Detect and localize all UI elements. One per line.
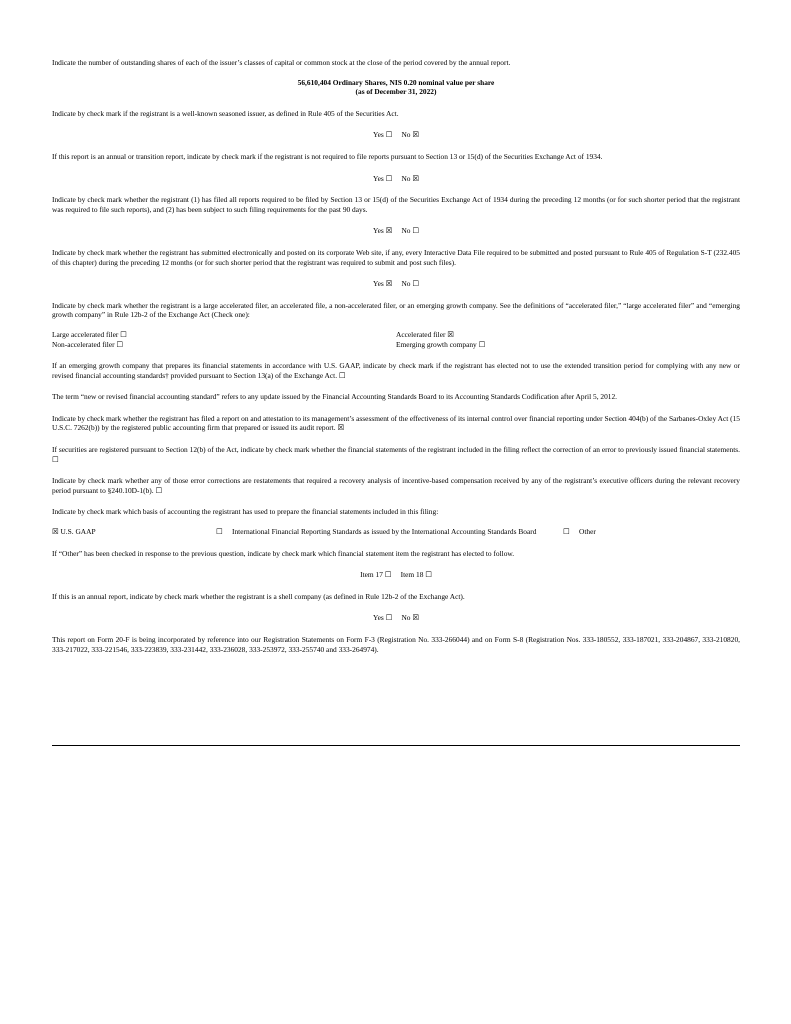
emerging-growth-option[interactable]: Emerging growth company ☐: [396, 339, 486, 349]
ifrs-option[interactable]: [216, 527, 563, 537]
internal-control-question: Indicate by check mark whether the registrant has filed a report on and attestation to its management’s assessment of the effectiveness of its internal control over financial reporting under Section 404(b) of the Sarbanes-Oxley Act (15 U.S.C. 7262(b)) by the registered public accounting firm that prepared or issued its audit report. ☒: [52, 413, 740, 433]
large-accelerated-filer-option[interactable]: Large accelerated filer ☐: [52, 329, 127, 339]
well-known-issuer-question: Indicate by check mark if the registrant is a well-known seasoned issuer, as defined in Rule 405 of the Securities Act.: [52, 108, 399, 118]
shares-line: 56,610,404 Ordinary Shares, NIS 0.20 nominal value per share: [297, 77, 495, 87]
well-known-issuer-answer[interactable]: Yes ☐ No ☒: [373, 130, 419, 140]
filed-reports-answer[interactable]: Yes ☒ No ☐: [373, 226, 419, 236]
filer-type-question: Indicate by check mark whether the registrant is a large accelerated filer, an accelerated file, a non-accelerated filer, or an emerging growth company. See the definitions of “accelerated filer,” “large accelerated filer” and “emerging growth company” in Rule 12b-2 of the Exchange Act (Check one):: [52, 300, 740, 320]
other-item-question: If “Other” has been checked in response to the previous question, indicate by check mark which financial statement item the registrant has elected to follow.: [52, 548, 515, 558]
horizontal-divider: [52, 745, 740, 746]
filer-type-row-2: [52, 340, 740, 350]
ifrs-label: International Financial Reporting Standards as issued by the International Accounting Standards Board: [232, 527, 537, 537]
us-gaap-option[interactable]: ☒ U.S. GAAP: [52, 527, 96, 537]
other-checkbox[interactable]: ☐: [563, 527, 570, 537]
filed-reports-question: Indicate by check mark whether the registrant (1) has filed all reports required to be filed by Section 13 or 15(d) of the Securities Exchange Act of 1934 during the preceding 12 months (or for such shorter period that the registrant was required to file such reports), and (2) has been subject to such filing requirements for the past 90 days.: [52, 195, 740, 214]
incorporation-statement: This report on Form 20-F is being incorporated by reference into our Registration Statements on Form F-3 (Registration No. 333-266044) and on Form S-8 (Registration Nos. 333-180552, 333-187021, 333-204867, 333-210820, 333-217022, 333-221546, 333-223839, 333-231442, 333-236028, 333-253972, 333-255740 and 333-264974).: [52, 635, 740, 654]
emerging-growth-question: If an emerging growth company that prepares its financial statements in accordance with U.S. GAAP, indicate by check mark if the registrant has elected not to use the extended transition period for complying with any new or revised financial accounting standards† provided pursuant to Section 13(a) of the Exchange Act. ☐: [52, 361, 740, 380]
accounting-standard-definition: The term “new or revised financial accounting standard” refers to any update issued by the Financial Accounting Standards Board to its Accounting Standards Codification after April 5, 2012.: [52, 392, 618, 402]
other-item-answer[interactable]: Item 17 ☐ Item 18 ☐: [360, 570, 432, 580]
accounting-basis-question: Indicate by check mark which basis of accounting the registrant has used to prepare the financial statements included in this filing:: [52, 507, 439, 517]
other-label: Other: [579, 527, 596, 537]
accelerated-filer-option[interactable]: Accelerated filer ☒: [396, 329, 454, 339]
outstanding-shares-question: Indicate the number of outstanding shares of each of the issuer’s classes of capital or common stock at the close of the period covered by the annual report.: [52, 58, 511, 67]
error-correction-question: If securities are registered pursuant to Section 12(b) of the Act, indicate by check mark whether the financial statements of the registrant included in the filing reflect the correction of an error to previously issued financial statements. ☐: [52, 445, 740, 464]
shell-company-answer[interactable]: Yes ☐ No ☒: [373, 613, 419, 623]
non-accelerated-filer-option[interactable]: Non-accelerated filer ☐: [52, 339, 124, 349]
shell-company-question: If this is an annual report, indicate by check mark whether the registrant is a shell company (as defined in Rule 12b-2 of the Exchange Act).: [52, 591, 465, 601]
recovery-analysis-question: Indicate by check mark whether any of those error corrections are restatements that required a recovery analysis of incentive-based compensation received by any of the registrant’s executive officers during the relevant recovery period pursuant to §240.10D-1(b). ☐: [52, 476, 740, 495]
accounting-basis-options: [52, 527, 740, 537]
filer-type-row-1: [52, 330, 740, 340]
interactive-data-answer[interactable]: Yes ☒ No ☐: [373, 279, 419, 289]
not-required-question: If this report is an annual or transition report, indicate by check mark if the registrant is not required to file reports pursuant to Section 13 or 15(d) of the Securities Exchange Act of 1934.: [52, 151, 603, 161]
other-option[interactable]: [563, 527, 596, 537]
ifrs-checkbox[interactable]: ☐: [216, 527, 223, 537]
document-page: [52, 58, 740, 654]
interactive-data-question: Indicate by check mark whether the registrant has submitted electronically and posted on its corporate Web site, if any, every Interactive Data File required to be submitted and posted pursuant to Rule 405 of Regulation S-T (232.405 of this chapter) during the preceding 12 months (or for such shorter period that the registrant was required to submit and post such files).: [52, 247, 740, 267]
not-required-answer[interactable]: Yes ☐ No ☒: [373, 173, 419, 183]
shares-date: (as of December 31, 2022): [355, 87, 437, 97]
